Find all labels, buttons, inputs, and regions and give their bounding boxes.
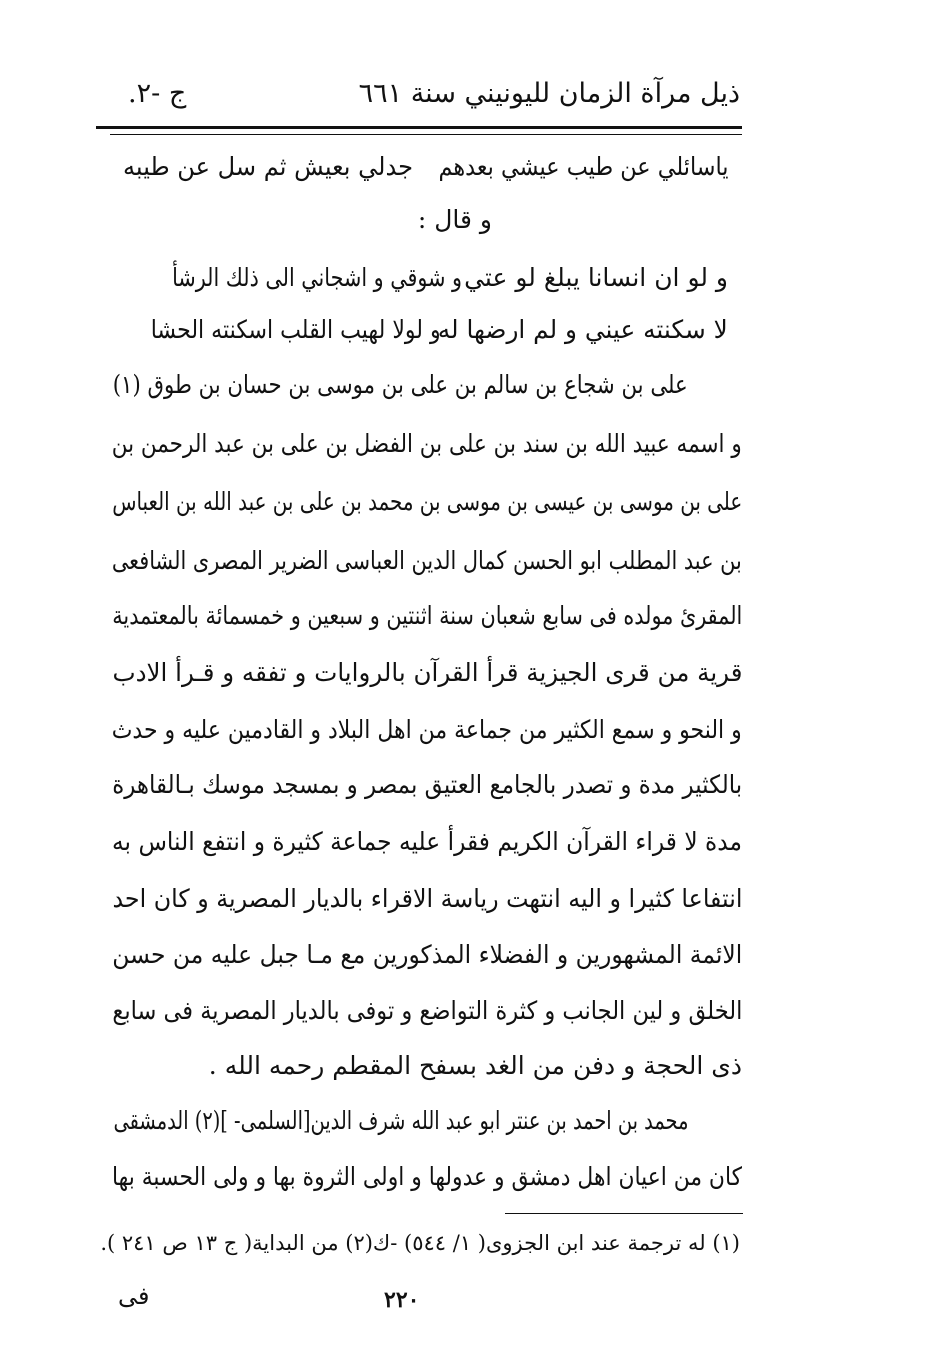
body-line-13: ذى الحجة و دفن من الغد بسفح المقطم رحمه الله . xyxy=(208,1051,742,1080)
body-line-7: و النحو و سمع الكثير من جماعة من اهل البلاد و القادمين عليه و حدث xyxy=(112,715,742,744)
footnote-rule xyxy=(505,1213,743,1214)
body-line-14: محمد بن احمد بن عنتر ابو عبد الله شرف الدين[السلمى- ](٢) الدمشقى xyxy=(113,1106,688,1135)
body-line-3: على بن موسى بن عيسى بن موسى بن محمد بن على بن عبد الله بن العباس xyxy=(112,487,742,516)
header-rule-thin xyxy=(110,134,742,135)
body-line-9: مدة لا قراء القرآن الكريم فقرأ عليه جماعة كثيرة و انتفع الناس به xyxy=(112,827,742,856)
footnote: (١) له ترجمة عند ابن الجزوى( ١/ ٥٤٤) -ك(٢) من البداية( ج ١٣ ص ٢٤١ ). xyxy=(100,1231,740,1255)
body-line-11: الائمة المشهورين و الفضلاء المذكورين مع مـا جبل عليه من حسن xyxy=(112,940,742,969)
running-header xyxy=(110,78,740,122)
verse-1-second-hemistich: جدلي بعيش ثم سل عن طيبه xyxy=(123,152,414,181)
body-line-4: بن عبد المطلب ابو الحسن كمال الدين العباسى الضرير المصرى الشافعى xyxy=(112,546,742,575)
volume-number: ج -٢. xyxy=(128,78,187,109)
and-he-said: و قال : xyxy=(417,205,492,234)
verse-2-first-hemistich: و لو ان انسانا يبلغ لو عتي xyxy=(464,263,728,292)
header-title: ذيل مرآة الزمان لليونيني سنة ٦٦١ xyxy=(358,78,740,109)
verse-3-second-hemistich: و لولا لهيب القلب اسكنته الحشا xyxy=(150,315,441,344)
verse-1-first-hemistich: ياسائلي عن طيب عيشي بعدهم xyxy=(438,152,728,181)
header-rule-thick xyxy=(96,126,742,129)
body-line-1: على بن شجاع بن سالم بن على بن موسى بن حسان بن طوق (١) xyxy=(113,370,688,399)
body-line-15: كان من اعيان اهل دمشق و عدولها و اولى الثروة بها و ولى الحسبة بها xyxy=(112,1162,742,1191)
verse-2-second-hemistich: و شوقي و اشجاني الى ذلك الرشأ xyxy=(172,263,463,292)
body-line-2: و اسمه عبيد الله بن سند بن على بن الفضل بن على بن عبد الرحمن بن xyxy=(112,429,742,458)
verse-3-first-hemistich: لا سكنته عيني و لم ارضها له xyxy=(438,315,728,344)
body-line-10: انتفاعا كثيرا و اليه انتهت رياسة الاقراء بالديار المصرية و كان احد xyxy=(112,884,742,913)
catchword: فى xyxy=(118,1282,150,1310)
body-line-12: الخلق و لين الجانب و كثرة التواضع و توفى بالديار المصرية فى سابع xyxy=(112,996,742,1025)
body-line-8: بالكثير مدة و تصدر بالجامع العتيق بمصر و بمسجد موسك بـالقاهرة xyxy=(112,770,742,799)
page-number: ٢٢٠ xyxy=(384,1287,420,1313)
body-line-6: قرية من قرى الجيزية قرأ القرآن بالروايات و تفقه و قـرأ الادب xyxy=(112,658,742,687)
body-line-5: المقرئ مولده فى سابع شعبان سنة اثنتين و سبعين و خمسمائة بالمعتمدية xyxy=(112,601,742,630)
